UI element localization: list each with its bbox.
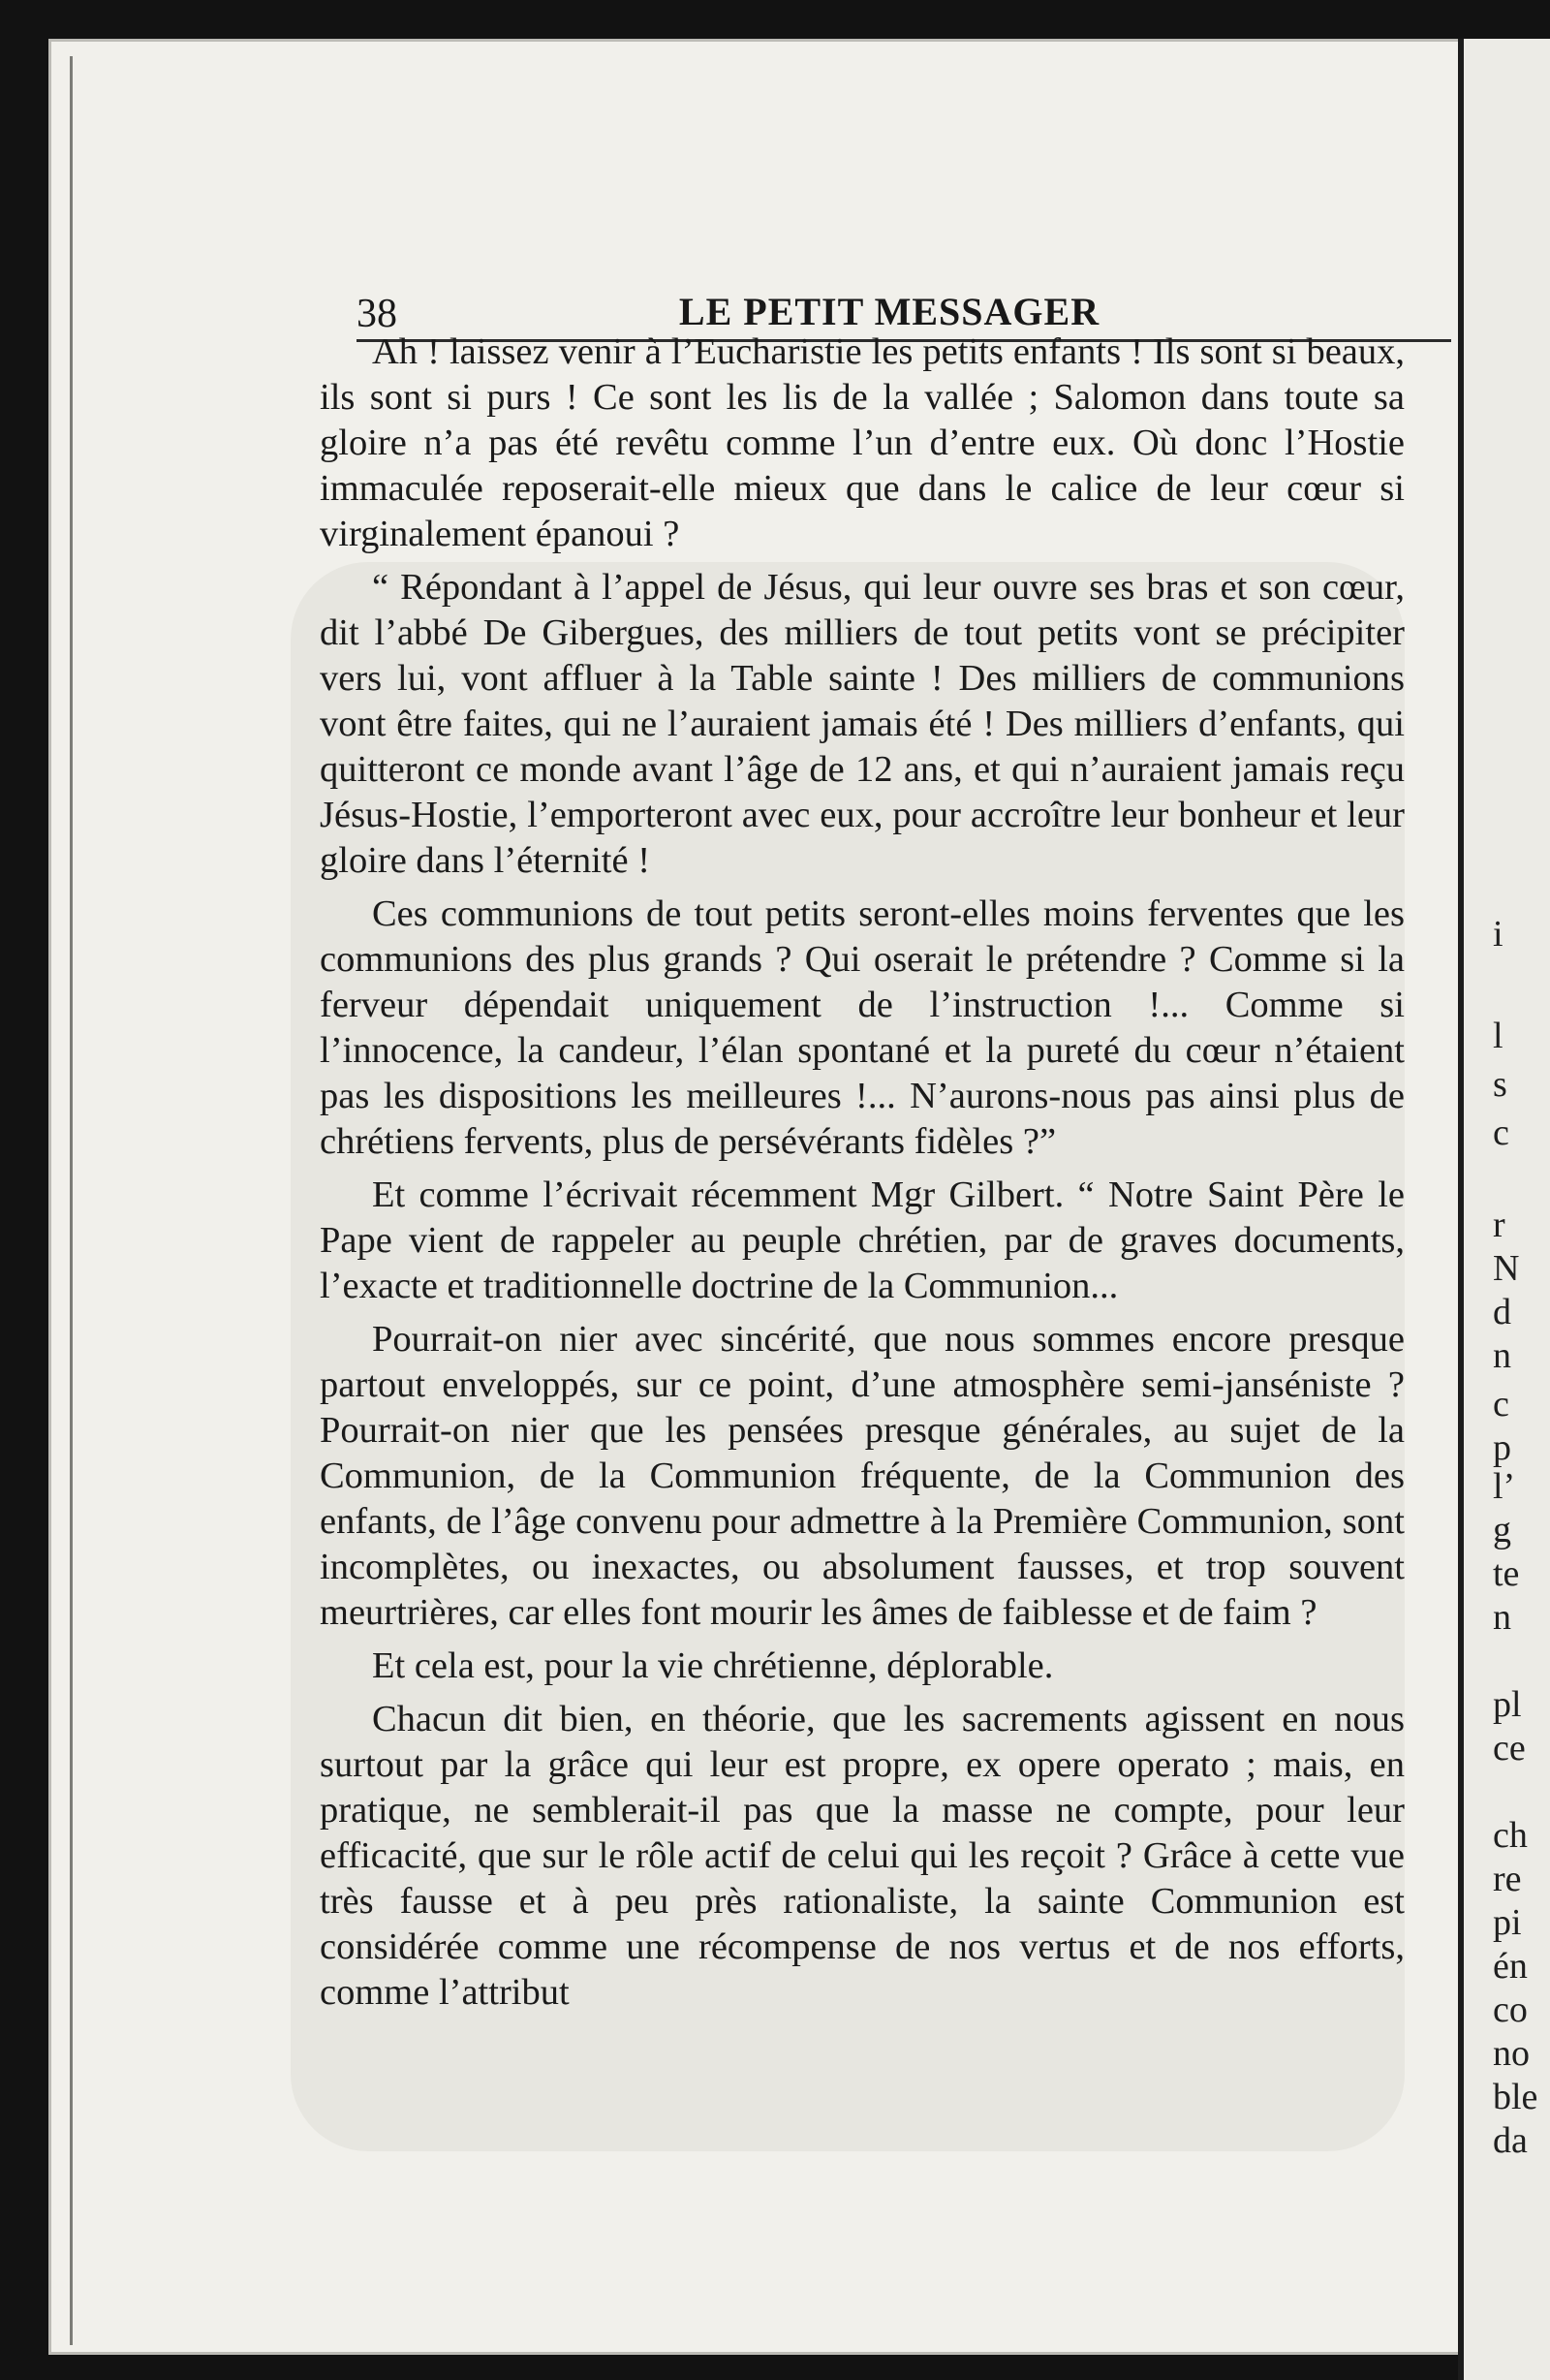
facing-page-fragment: n	[1493, 1335, 1511, 1376]
page-number: 38	[356, 292, 397, 336]
facing-page-fragment: pi	[1493, 1902, 1522, 1943]
facing-page-fragment: én	[1493, 1946, 1528, 1987]
facing-page-fragment: r	[1493, 1205, 1505, 1245]
paragraph: Ah ! laissez venir à l’Eucharistie les petits enfants ! Ils sont si beaux, ils sont si purs ! Ce sont les lis de la vallée ; Salomon dans toute sa gloire n’a pas été revêtu comme l’un d’entre eux. Où donc l’Hostie immaculée reposerait-elle mieux que dans le calice de leur cœur si virginalement épanoui ?	[320, 331, 1405, 554]
facing-page-edge	[1458, 39, 1550, 2380]
facing-page-fragment: ble	[1493, 2077, 1538, 2117]
facing-page-fragment: te	[1493, 1553, 1520, 1594]
running-title: LE PETIT MESSAGER	[678, 290, 1100, 333]
facing-page-fragment: s	[1493, 1064, 1507, 1105]
facing-page-fragment: da	[1493, 2120, 1528, 2161]
facing-page-fragment: pl	[1493, 1684, 1522, 1725]
paragraph: Chacun dit bien, en théorie, que les sacrements agissent en nous surtout par la grâce qui leur est propre, ex opere operato ; mais, en pratique, ne semblerait-il pas que la masse ne compte, pour leur efficacité, que sur le rôle actif de celui qui les reçoit ? Grâce à cette vue très fausse et à peu près rationaliste, la sainte Communion est considérée comme une récompense de nos vertus et de nos efforts, comme l’attribut	[320, 1699, 1405, 2013]
facing-page-fragment: d	[1493, 1292, 1511, 1332]
facing-page-fragment: N	[1493, 1248, 1520, 1289]
facing-page-fragment: ch	[1493, 1815, 1528, 1856]
facing-page-fragment: ce	[1493, 1728, 1526, 1769]
paragraph: Et cela est, pour la vie chrétienne, déplorable.	[372, 1645, 1054, 1686]
facing-page-fragment: l’	[1493, 1466, 1516, 1507]
facing-page-fragment: l	[1493, 1016, 1504, 1056]
facing-page-fragment: c	[1493, 1112, 1509, 1153]
facing-page-fragment: re	[1493, 1859, 1522, 1899]
facing-page-fragment: n	[1493, 1597, 1511, 1638]
facing-page-fragment: p	[1493, 1427, 1511, 1468]
facing-page-fragment: g	[1493, 1510, 1511, 1550]
paragraph: Pourrait-on nier avec sincérité, que nous sommes encore presque partout enveloppés, sur ce point, d’une atmosphère semi-janséniste ? Pourrait-on nier que les pensées presque générales, au sujet de la Communion, de la Communion fréquente, de la Communion des enfants, de l’âge convenu pour admettre à la Première Communion, sont incomplètes, ou inexactes, ou absolument fausses, et trop souvent meurtrières, car elles font mourir les âmes de faiblesse et de faim ?	[320, 1319, 1405, 1633]
body-text	[320, 329, 1405, 2016]
paragraph: “ Répondant à l’appel de Jésus, qui leur ouvre ses bras et son cœur, dit l’abbé De Gibergues, des milliers de tout petits vont se précipiter vers lui, vont affluer à la Table sainte ! Des milliers de communions vont être faites, qui ne l’auraient jamais été ! Des milliers d’enfants, qui quitteront ce monde avant l’âge de 12 ans, et qui n’auraient jamais reçu Jésus-Hostie, l’emporteront avec eux, pour accroître leur bonheur et leur gloire dans l’éternité !	[320, 567, 1405, 881]
paragraph: Et comme l’écrivait récemment Mgr Gilbert. “ Notre Saint Père le Pape vient de rappeler au peuple chrétien, par de graves documents, l’exacte et traditionnelle doctrine de la Communion...	[320, 1174, 1405, 1306]
paragraph: Ces communions de tout petits seront-elles moins ferventes que les communions des plus grands ? Qui oserait le prétendre ? Comme si la ferveur dépendait uniquement de l’instruction !... Comme si l’innocence, la candeur, l’élan spontané et la pureté du cœur n’étaient pas les dispositions les meilleures !... N’aurons-nous pas ainsi plus de chrétiens fervents, plus de persévérants fidèles ?”	[320, 893, 1405, 1162]
facing-page-fragment: no	[1493, 2033, 1530, 2074]
facing-page-fragment: co	[1493, 1989, 1528, 2030]
facing-page-fragment: c	[1493, 1384, 1509, 1425]
facing-page-fragment: i	[1493, 914, 1504, 955]
